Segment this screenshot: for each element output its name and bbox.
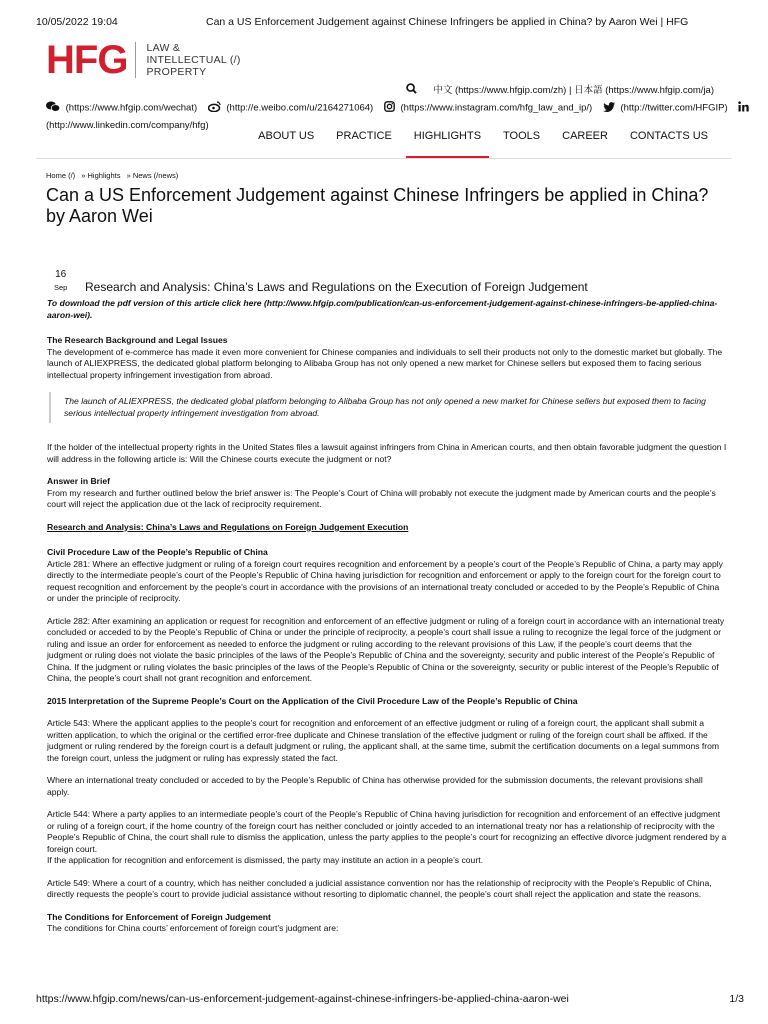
- breadcrumb: [46, 171, 182, 180]
- paragraph-background: The development of e-commerce has made it even more convenient for Chinese companies and individuals to sell their products not only to the domestic market but globally. The launch of ALIEXPRESS, the dedicated global platform belonging to Alibaba Group has not only opened a new market for Chinese sellers but exposed them to facing serious intellectual property infringement investigation from abroad.: [47, 346, 723, 380]
- nav-highlights[interactable]: HIGHLIGHTS: [414, 130, 481, 158]
- weibo-link[interactable]: (http://e.weibo.com/u/2164271064): [226, 102, 374, 114]
- nav-career[interactable]: CAREER: [562, 130, 608, 142]
- print-page-title: Can a US Enforcement Judgement against Chinese Infringers be applied in China? by Aaron Wei | HFG: [206, 16, 689, 28]
- date-badge: [54, 269, 67, 292]
- heading-background: The Research Background and Legal Issues: [47, 335, 228, 345]
- print-footer: [36, 993, 744, 1005]
- date-day: 16: [55, 269, 67, 280]
- paragraph-article-543: Article 543: Where the applicant applies to the people’s court for recognition and enforcement of an effective judgment or ruling of a foreign court, the applicant shall submit a written application, to which the original or the certified error-free duplicate and Chinese translation of the effective judgment or ruling of the foreign court shall be affixed. If the judgment or ruling rendered by the foreign court is a default judgment or ruling, the applicant shall, at the same time, submit the certification documents on a legal summons from the foreign court, unless the judgment or ruling has expressly stated the fact.: [47, 718, 720, 763]
- paragraph-answer: From my research and further outlined below the brief answer is: The People’s Court of China will probably not execute the judgment made by American courts and the people’s court will reject the application due ot the lack of reciprocity requirement.: [47, 487, 716, 509]
- logo-mark: HFG: [46, 38, 128, 82]
- heading-civil-procedure-law: Civil Procedure Law of the People’s Republic of China: [47, 547, 268, 557]
- utility-row: [0, 82, 714, 97]
- heading-research: Research and Analysis: China’s Laws and Regulations on Foreign Judgement Execution: [47, 521, 409, 532]
- nav-about[interactable]: ABOUT US: [258, 130, 315, 142]
- nav-contacts[interactable]: CONTACTS US: [629, 130, 708, 142]
- heading-2015-interpretation: 2015 Interpretation of the Supreme People’s Court on the Application of the Civil Procedure Law of the People’s Republic of China: [47, 695, 578, 706]
- page-title: Can a US Enforcement Judgement against Chinese Infringers be applied in China? by Aaron Wei: [46, 185, 709, 226]
- blockquote: The launch of ALIEXPRESS, the dedicated global platform belonging to Alibaba Group has not only opened a new market for Chinese sellers but exposed them to facing serious intellectual property infringement investigation from abroad.: [49, 392, 727, 423]
- paragraph-dismissed: If the application for recognition and enforcement is dismissed, the party may institute an action in a people’s court.: [47, 855, 483, 865]
- logo-line-1: LAW &: [146, 42, 181, 54]
- wechat-link[interactable]: (https://www.hfgip.com/wechat): [65, 102, 198, 114]
- breadcrumb-home[interactable]: Home (/): [46, 171, 76, 180]
- section-heading: Research and Analysis: China’s Laws and Regulations on the Execution of Foreign Judgement: [85, 280, 588, 294]
- breadcrumb-news[interactable]: » News (/news): [126, 171, 179, 180]
- pdf-download-link[interactable]: To download the pdf version of this article click here (http://www.hfgip.com/publication/can-us-enforcement-judgement-against-chinese-infringers-be-applied-china-aaron-wei).: [47, 298, 718, 320]
- instagram-link[interactable]: (https://www.instagram.com/hfg_law_and_ip/): [400, 102, 593, 114]
- breadcrumb-highlights[interactable]: » Highlights: [81, 171, 121, 180]
- logo-line-3: PROPERTY: [146, 66, 207, 78]
- instagram-icon[interactable]: [384, 101, 395, 115]
- social-links: [46, 101, 728, 115]
- paragraph-article-549: Article 549: Where a court of a country, which has neither concluded a judicial assistance convention nor has the relationship of reciprocity with the People’s Republic of China, directly requests the people’s court to provide judicial assistance without resorting to diplomatic channel, the people’s court shall reject the application and state the reasons.: [47, 877, 712, 899]
- search-icon[interactable]: [406, 83, 417, 97]
- wechat-icon[interactable]: [46, 101, 60, 115]
- nav-divider: [36, 158, 732, 159]
- print-url: https://www.hfgip.com/news/can-us-enforcement-judgement-against-chinese-infringers-be-applied-china-aaron-wei: [36, 993, 569, 1005]
- heading-conditions: The Conditions for Enforcement of Foreign Judgement: [47, 911, 271, 922]
- paragraph-article-281: Article 281: Where an effective judgment or ruling of a foreign court requires recognition and enforcement by a people’s court of the People’s Republic of China, a party may apply directly to the intermediate people’s court of the People’s Republic of China having jurisdiction for recognition and enforcement or apply to the foreign court for the foreign court to request recognition and enforcement by the people’s court in accordance with the provisions of an international treaty concluded or acceded to by the People’s Republic of China or under the principle of reciprocity.: [47, 558, 723, 603]
- paragraph-question: If the holder of the intellectual property rights in the United States files a lawsuit against infringers from China in American courts, and then obtain favorable judgment the question I will address in the following article is: Will the Chinese courts execute the judgment or not?: [47, 442, 727, 464]
- logo-line-2: INTELLECTUAL (/): [146, 54, 241, 66]
- twitter-link[interactable]: (http://twitter.com/HFGIP): [620, 102, 728, 114]
- weibo-icon[interactable]: [208, 101, 221, 115]
- date-month: Sep: [54, 283, 68, 292]
- heading-answer: Answer in Brief: [47, 476, 111, 486]
- twitter-icon[interactable]: [603, 102, 615, 115]
- paragraph-article-544: Article 544: Where a party applies to an intermediate people’s court of the People’s Republic of China having jurisdiction for recognition and enforcement of an effective judgment or ruling of a foreign court, if the home country of the foreign court has neither concluded or jointly acceded to an international treaty nor has a relationship of reciprocity with the People’s Republic of China, the court shall rule to dismiss the application, unless the party applies to the people’s court for recognizing an effective divorce judgment rendered by a foreign court.: [47, 809, 727, 854]
- nav-practice[interactable]: PRACTICE: [336, 130, 392, 142]
- language-links[interactable]: 中文 (https://www.hfgip.com/zh) | 日本語 (https://www.hfgip.com/ja): [433, 85, 714, 96]
- print-datetime: 10/05/2022 19:04: [36, 16, 118, 28]
- logo-divider: [135, 42, 136, 78]
- linkedin-icon[interactable]: [738, 101, 749, 115]
- print-page-number: 1/3: [729, 993, 744, 1005]
- linkedin-link[interactable]: (http://www.linkedin.com/company/hfg): [46, 120, 209, 131]
- paragraph-article-282: Article 282: After examining an application or request for recognition and enforcement of an effective judgment or ruling of a foreign court in accordance with an international treaty concluded or acceded to by the People’s Republic of China or under the principle of reciprocity, a people’s court shall issue a ruling to recognize the legal force of the judgment or ruling and issue an order for enforcement as needed to enforce the judgment or ruling according to the relevant provisions of this Law, if the people’s court deems that the judgment or ruling does not violate the basic principles of the laws of the People’s Republic of China and the sovereignty, security and public interest of the People’s Republic of China. If the judgment or ruling violates the basic principles of the laws of the People’s Republic of China or the sovereignty, security or public interest of the People’s Republic of China, the people’s court shall not grant recognition and enforcement.: [47, 615, 725, 683]
- hfg-logo[interactable]: [46, 40, 241, 80]
- nav-tools[interactable]: TOOLS: [503, 130, 541, 142]
- main-nav: [236, 130, 708, 158]
- logo-text: [146, 42, 240, 78]
- paragraph-treaty: Where an international treaty concluded or acceded to by the People’s Republic of China has otherwise provided for the submission documents, the relevant provisions shall apply.: [47, 775, 703, 797]
- paragraph-conditions: The conditions for China courts’ enforcement of foreign court’s judgment are:: [47, 923, 339, 933]
- article-body: [47, 298, 727, 935]
